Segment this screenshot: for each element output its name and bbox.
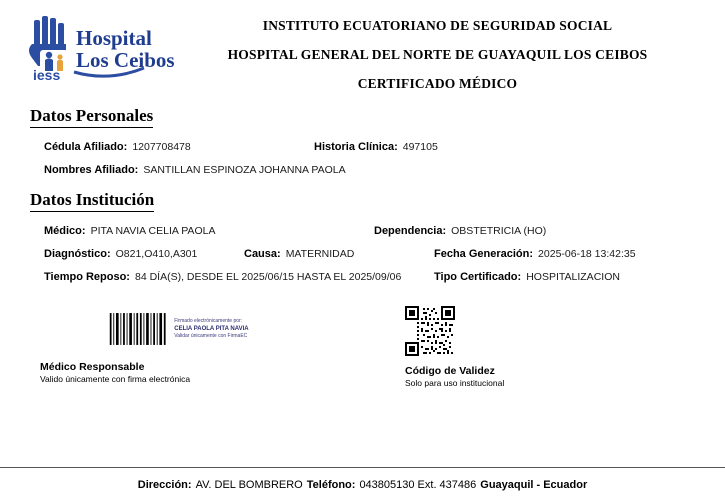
personal-data-section	[0, 106, 725, 176]
tiempo-reposo-label: Tiempo Reposo:	[44, 271, 130, 283]
historia-clinica-value: 497105	[402, 141, 438, 153]
header-title-group	[190, 14, 725, 105]
cedula-label: Cédula Afiliado:	[44, 141, 128, 153]
signature-line3: Validar únicamente con FirmaEC	[174, 333, 248, 340]
institution-row-3	[44, 271, 725, 283]
medico-label: Médico:	[44, 225, 86, 237]
fecha-generacion-field	[434, 248, 636, 260]
historia-clinica-label: Historia Clínica:	[314, 141, 398, 153]
iess-hands-icon	[24, 14, 179, 84]
doctor-signature-block	[40, 305, 270, 388]
validation-code-caption: Código de Validez	[405, 365, 495, 377]
logo-text-line2: Los Ceibos	[76, 48, 175, 72]
diagnostico-field	[44, 248, 244, 260]
document-type-title: CERTIFICADO MÉDICO	[357, 76, 518, 91]
tipo-certificado-value: HOSPITALIZACION	[526, 271, 620, 283]
hospital-logo	[0, 14, 190, 84]
svg-text:iess: iess	[33, 67, 61, 83]
tiempo-reposo-value: 84 DÍA(S), DESDE EL 2025/06/15 HASTA EL 2025/09/06	[134, 271, 402, 283]
logo-text-line1: Hospital	[76, 26, 152, 50]
causa-value: MATERNIDAD	[285, 248, 355, 260]
medico-value: PITA NAVIA CELIA PAOLA	[90, 225, 216, 237]
fecha-generacion-value: 2025-06-18 13:42:35	[538, 248, 636, 260]
institute-title: INSTITUTO ECUATORIANO DE SEGURIDAD SOCIAL	[262, 18, 613, 33]
direccion-value: AV. DEL BOMBRERO	[195, 479, 303, 491]
signature-area	[0, 305, 725, 388]
nombres-label: Nombres Afiliado:	[44, 164, 139, 176]
doctor-signature-sub: Valido únicamente con firma electrónica	[40, 374, 191, 384]
telefono-label: Teléfono:	[306, 479, 356, 491]
causa-label: Causa:	[244, 248, 281, 260]
diagnostico-label: Diagnóstico:	[44, 248, 111, 260]
signature-name: CELIA PAOLA PITA NAVIA	[174, 325, 249, 332]
medico-field	[44, 225, 374, 237]
personal-row-2	[44, 164, 725, 176]
cedula-value: 1207708478	[132, 141, 191, 153]
dependencia-value: OBSTETRICIA (HO)	[451, 225, 547, 237]
historia-clinica-field	[314, 141, 438, 153]
tipo-certificado-label: Tipo Certificado:	[434, 271, 522, 283]
document-footer	[0, 467, 725, 502]
fecha-generacion-label: Fecha Generación:	[434, 248, 534, 260]
validation-code-block	[405, 305, 635, 388]
document-header	[0, 0, 725, 92]
institution-data-section	[0, 190, 725, 283]
dependencia-label: Dependencia:	[374, 225, 447, 237]
diagnostico-value: O821,O410,A301	[115, 248, 198, 260]
validation-qr-code	[405, 306, 455, 356]
cedula-field	[44, 141, 314, 153]
signature-barcode	[108, 309, 168, 349]
nombres-field	[44, 164, 346, 176]
nombres-value: SANTILLAN ESPINOZA JOHANNA PAOLA	[143, 164, 346, 176]
institution-row-2	[44, 248, 725, 260]
tiempo-reposo-field	[44, 271, 434, 283]
causa-field	[244, 248, 434, 260]
signature-line1: Firmado electrónicamente por:	[174, 318, 243, 325]
hospital-title: HOSPITAL GENERAL DEL NORTE DE GUAYAQUIL LOS CEIBOS	[227, 47, 648, 62]
telefono-value: 043805130 Ext. 437486	[359, 479, 477, 491]
signature-barcode-row	[40, 305, 270, 353]
validation-code-sub: Solo para uso institucional	[405, 378, 505, 388]
validation-qr-row	[405, 305, 635, 357]
tipo-certificado-field	[434, 271, 620, 283]
dependencia-field	[374, 225, 546, 237]
signature-text	[174, 318, 270, 340]
institution-row-1	[44, 225, 725, 237]
ciudad-value: Guayaquil - Ecuador	[480, 479, 588, 491]
personal-section-title: Datos Personales	[30, 106, 153, 128]
personal-row-1	[44, 141, 725, 153]
doctor-signature-caption: Médico Responsable	[40, 361, 145, 373]
institution-section-title: Datos Institución	[30, 190, 154, 212]
direccion-label: Dirección:	[137, 479, 192, 491]
